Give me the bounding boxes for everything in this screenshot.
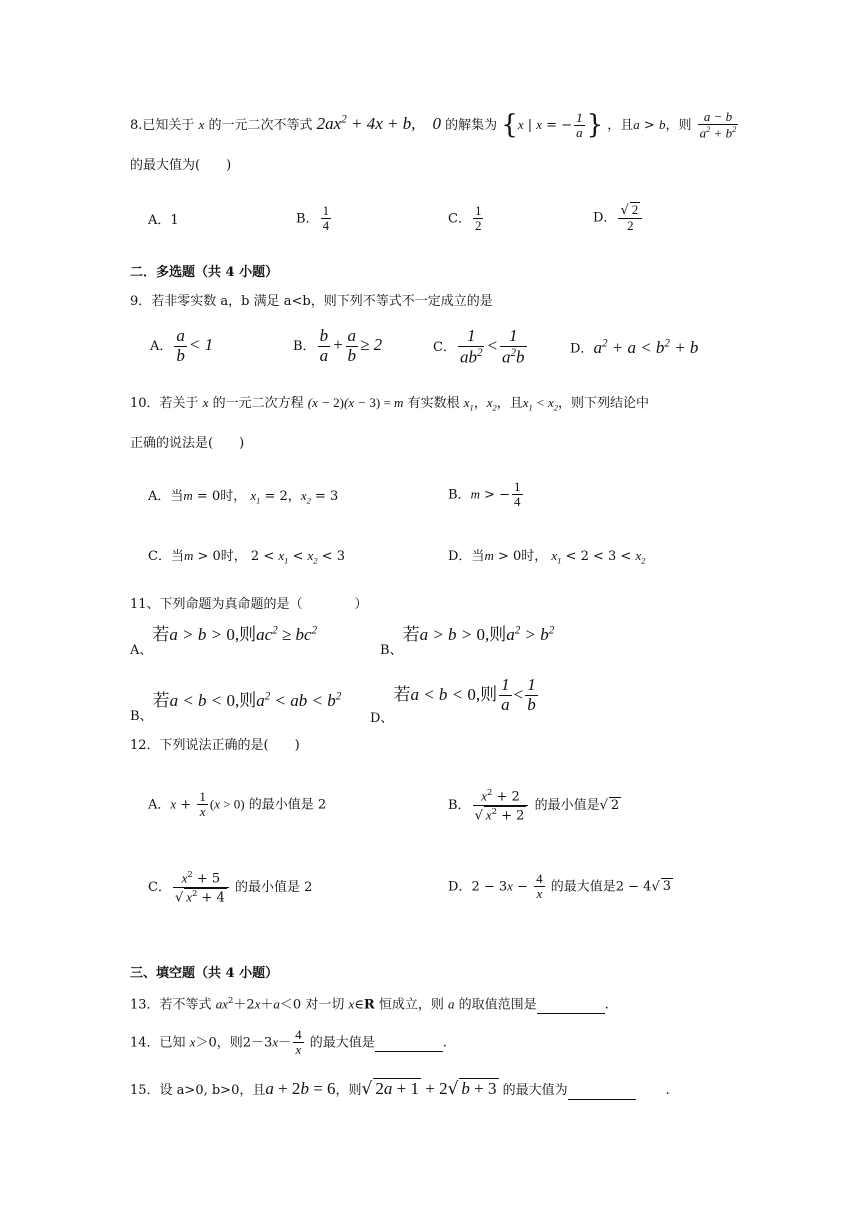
question-12-stem: 12．下列说法正确的是( ) [130, 738, 300, 753]
q8-inequality: $2ax^2 + 4x + b$, 0 [316, 113, 441, 134]
q13-answer-blank[interactable] [537, 997, 605, 1014]
section-3-heading: 三、填空题（共 4 小题） [130, 966, 279, 981]
q8-option-c[interactable]: C． $\frac{1}{2}$ [448, 203, 482, 234]
q10-option-b[interactable]: B．m > − $\frac{1}{4}$ [448, 479, 521, 510]
q10-option-a[interactable]: A．当m = 0时， $x_1 = 2$，$x_2 = 3$ [148, 488, 339, 506]
q11-option-b2[interactable]: B、若a < b < 0,则$a^2$ < ab < $b^2$ [130, 690, 342, 724]
q12-option-b[interactable]: B． $\frac{x^2 + 2}{√ x^2 + 2}$ 的最小值是√ 2 [448, 787, 620, 823]
q10-option-c[interactable]: C．当m > 0时， $2 < x_1 < x_2 < 3$ [148, 548, 345, 566]
q9-option-c[interactable]: C． $\frac{1}{ab^2}$ < $\frac{1}{a^2b}$ [433, 326, 525, 367]
q9-option-d[interactable]: D．$a^2 + a < b^2 + b$ [570, 337, 699, 357]
q11-option-d[interactable]: D、若a < b < 0,则 $\frac{1}{a}$ < $\frac{1}{b}$ [370, 675, 536, 726]
question-13: 13．若不等式 $ax^2+2x+a<0$ 对一切 x∈R 恒成立，则 a 的取值范围是 . [130, 995, 609, 1013]
q8-option-d[interactable]: D． $\frac{√ 2}{2}$ [593, 202, 644, 234]
section-2-heading: 二．多选题（共 4 小题） [130, 265, 279, 280]
question-10-line2: 正确的说法是( ) [130, 436, 245, 451]
question-15: 15．设 a>0, b>0，且a + 2b = 6，则√ 2a + 1 + 2√ b + 3 的最大值为 . [130, 1079, 670, 1099]
q12-option-a[interactable]: A．x + $\frac{1}{x}$ (x > 0) 的最小值是 2 [148, 789, 327, 820]
q8-option-b[interactable]: B． $\frac{1}{4}$ [296, 203, 330, 234]
question-8-line1: 8.已知关于 x 的一元二次不等式 $2ax^2 + 4x + b$, 0 的解集为 {x | x = − $\frac{1}{a}$ } ，且a > b，则 $\frac{a - b}{a^2 + b^2}$ [130, 109, 737, 141]
q12-option-d[interactable]: D．2 − 3x − $\frac{4}{x}$ 的最大值是2 − 4√ 3 [448, 871, 672, 902]
q10-option-d[interactable]: D．当m > 0时， $x_1 < 2 < 3 < x_2$ [448, 548, 646, 566]
q12-option-c[interactable]: C． $\frac{x^2 + 5}{√ x^2 + 4}$ 的最小值是 2 [148, 869, 313, 905]
q11-option-a[interactable]: A、若a > b > 0,则$ac^2 \ge bc^2$ [130, 624, 318, 658]
question-14: 14．已知 x＞0，则2－3x－ $\frac{4}{x}$ 的最大值是 . [130, 1027, 447, 1058]
question-10-line1: 10．若关于 x 的一元二次方程 (x − 2)(x − 3) = m 有实数根 $x_1$，$x_2$，且$x_1 < x_2$，则下列结论中 [130, 395, 650, 413]
q8-option-a[interactable]: A．1 [148, 213, 179, 228]
question-9-stem: 9．若非零实数 a，b 满足 a<b，则下列不等式不一定成立的是 [130, 294, 493, 309]
question-8-line2: 的最大值为( ) [130, 158, 232, 173]
q14-answer-blank[interactable] [375, 1035, 443, 1052]
q11-option-b1[interactable]: B、若a > b > 0,则$a^2 > b^2$ [380, 624, 555, 658]
q8-number: 8. [130, 118, 143, 134]
question-11-stem: 11、下列命题为真命题的是（ ） [130, 597, 368, 612]
q15-answer-blank[interactable] [568, 1083, 636, 1100]
q9-option-b[interactable]: B． $\frac{b}{a}$ + $\frac{a}{b}$ ≥ 2 [293, 326, 383, 365]
q9-option-a[interactable]: A． $\frac{a}{b}$ < 1 [150, 326, 214, 365]
